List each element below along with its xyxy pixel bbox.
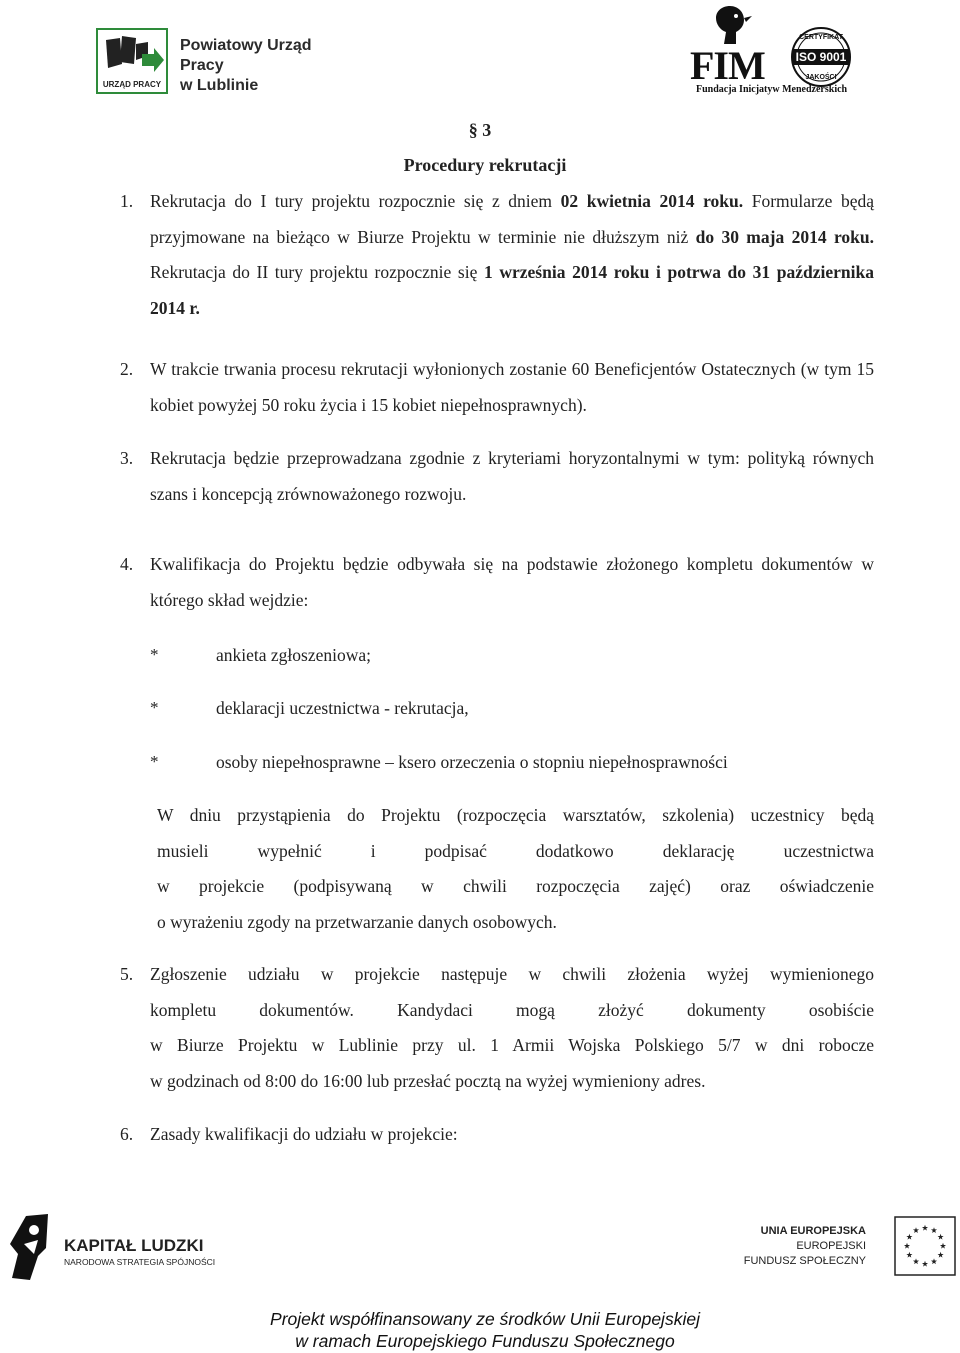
iso-seal-icon bbox=[788, 26, 854, 88]
item-5-number: 5. bbox=[120, 964, 134, 984]
pup-emblem-icon bbox=[102, 34, 164, 78]
iso-bottom-text: JAKOŚCI bbox=[805, 74, 837, 81]
item-5-line: w Biurze Projektu w Lublinie przy ul. 1 Armii Wojska Polskiego 5/7 w dni robocze bbox=[150, 1035, 874, 1056]
item-6-text: Zasady kwalifikacji do udziału w projekcie: bbox=[150, 1124, 458, 1144]
pup-logo bbox=[96, 24, 336, 94]
bullet-item: osoby niepełnosprawne – ksero orzeczenia o stopniu niepełnosprawności bbox=[216, 752, 728, 772]
note-line: W dniu przystąpienia do Projektu (rozpoczęcia warsztatów, szkolenia) uczestnicy będą bbox=[157, 805, 874, 825]
item-1-part-a: Rekrutacja do I tury projektu rozpocznie się z dniem bbox=[150, 191, 561, 211]
bullet-icon: * bbox=[150, 645, 159, 664]
pup-name-line1: Powiatowy Urząd Pracy bbox=[180, 37, 312, 74]
participation-note bbox=[157, 798, 874, 940]
bullet-icon: * bbox=[150, 698, 159, 717]
item-1-second-round: 1 września 2014 roku i potrwa do 31 października 2014 r. bbox=[150, 262, 875, 318]
item-4-number: 4. bbox=[120, 554, 134, 574]
item-4-text: Kwalifikacja do Projektu będzie odbywała się na podstawie złożonego kompletu dokumentów w którego skład wejdzie: bbox=[150, 554, 874, 610]
iso-top-text: CERTYFIKAT bbox=[799, 34, 843, 41]
pup-name bbox=[180, 36, 340, 96]
item-5-line: Zgłoszenie udziału w projekcie następuje w chwili złożenia wyżej wymienionego bbox=[150, 964, 874, 984]
item-5-line: w godzinach od 8:00 do 16:00 lub przesłać pocztą na wyżej wymieniony adres. bbox=[150, 1070, 706, 1091]
eu-flag-icon bbox=[894, 1216, 956, 1276]
item-1-number: 1. bbox=[120, 191, 134, 211]
kapital-ludzki-logo bbox=[8, 1214, 248, 1284]
eu-line2: EUROPEJSKI bbox=[796, 1240, 866, 1252]
section-number bbox=[0, 120, 960, 141]
pup-name-line2: w Lublinie bbox=[180, 77, 259, 94]
item-1-date-deadline: do 30 maja 2014 roku. bbox=[695, 226, 874, 247]
kapital-ludzki-emblem-icon bbox=[8, 1214, 52, 1280]
eu-logo bbox=[743, 1214, 956, 1284]
eu-line1: UNIA EUROPEJSKA bbox=[760, 1225, 866, 1237]
item-3-number: 3. bbox=[120, 448, 134, 468]
section-title: Procedury rekrutacji bbox=[403, 155, 567, 175]
item-1-part-c: Formularze będą przyjmowane na bieżąco w Biurze Projektu w terminie nie dłuższym niż bbox=[150, 191, 875, 247]
footer-cofinancing-line2: w ramach Europejskiego Funduszu Społecznego bbox=[295, 1331, 675, 1351]
item-2-number: 2. bbox=[120, 359, 134, 379]
note-line: musieli wypełnić i podpisać dodatkowo deklarację uczestnictwa bbox=[157, 840, 874, 861]
item-1-part-e: Rekrutacja do II tury projektu rozpocznie się bbox=[150, 262, 484, 283]
kapital-ludzki-title: KAPITAŁ LUDZKI bbox=[64, 1236, 204, 1255]
item-2-text: W trakcie trwania procesu rekrutacji wyłonionych zostanie 60 Beneficjentów Ostatecznych (w tym 15 kobiet powyżej 50 roku życia i 15 kobiet niepełnosprawnych). bbox=[150, 359, 874, 415]
eu-line3: FUNDUSZ SPOŁECZNY bbox=[743, 1255, 866, 1267]
note-line: o wyrażeniu zgody na przetwarzanie danych osobowych. bbox=[157, 911, 557, 932]
kapital-ludzki-subtitle: NARODOWA STRATEGIA SPÓJNOŚCI bbox=[64, 1257, 216, 1267]
section-number-text: § 3 bbox=[468, 120, 492, 140]
fim-bird-icon bbox=[706, 4, 754, 46]
fim-wordmark: FIM bbox=[690, 43, 765, 88]
fim-logo bbox=[690, 4, 860, 96]
item-1-date-start: 02 kwietnia 2014 roku. bbox=[560, 191, 744, 211]
note-line: w projekcie (podpisywaną w chwili rozpoczęcia zajęć) oraz oświadczenie bbox=[157, 876, 874, 897]
bullet-item: deklaracji uczestnictwa - rekrutacja, bbox=[216, 698, 469, 718]
bullet-icon: * bbox=[150, 752, 159, 771]
eu-text bbox=[744, 1224, 866, 1269]
item-5-text bbox=[150, 957, 874, 1099]
footer-cofinancing-line1: Projekt współfinansowany ze środków Unii Europejskiej bbox=[270, 1309, 700, 1329]
item-5-line: kompletu dokumentów. Kandydaci mogą złożyć dokumenty osobiście bbox=[150, 999, 874, 1020]
item-6-number: 6. bbox=[120, 1124, 134, 1144]
item-3-text: Rekrutacja będzie przeprowadzana zgodnie z kryteriami horyzontalnymi w tym: polityką równych szans i koncepcją zrównoważonego rozwoju. bbox=[150, 448, 874, 504]
bullet-item: ankieta zgłoszeniowa; bbox=[216, 645, 372, 665]
pup-badge-text: URZĄD PRACY bbox=[102, 80, 162, 89]
fim-foundation-name: Fundacja Inicjatyw Menedżerskich bbox=[696, 84, 848, 95]
pup-emblem bbox=[96, 28, 168, 94]
iso-mid-text: ISO 9001 bbox=[795, 50, 847, 64]
item-1-text bbox=[150, 184, 874, 326]
